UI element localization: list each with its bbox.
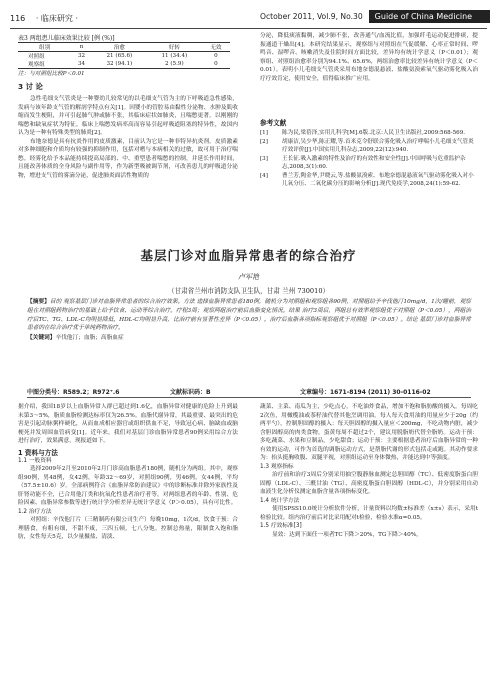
clc-number: 中图分类号：R589.2；R972⁺.6 <box>27 389 120 396</box>
table-cell: 对照组 <box>28 54 45 60</box>
results-table <box>18 42 230 69</box>
abstract <box>27 298 471 343</box>
subsection-heading: 1.4 统计学方法 <box>260 497 300 504</box>
running-header-left <box>10 13 78 24</box>
paragraph: 使用SPSS10.0统计分析软件分析，计量资料以均数±标准差（x±s）表示，采用t检验比较。组内治疗前后对比采用配对t检验，检验水准α=0.05。 <box>260 506 478 521</box>
subsection-heading: 1.1 一般资料 <box>18 457 52 464</box>
reference-number: [2] <box>260 138 268 145</box>
table-header-cell: 治愈 <box>92 43 147 52</box>
section-heading: 1 资料与方法 <box>18 448 58 457</box>
body-left-column <box>18 403 238 542</box>
reference-item <box>260 129 478 138</box>
issue-info: October 2011, Vol.9, No.30 <box>260 12 363 21</box>
paragraph: 布地奈德是具有抗炎作用的皮质激素，目前认为它是一种非特异抗炎剂。皮质激素对多种细胞和介质均有较强的抑制作用，包括对嗜与本病相关的过敏，故可用于治疗喘憋。经雾化给予本品能持续提高局部的、中、重型患者喘憋的控制，并延长作用时间，且能改善体质的全身风险与副作用等，作为新型吸被调节剂，可改善患儿的呼吸道分泌物，增进支气管的雾滴分泌，促进肺炎面活性物质的 <box>18 138 238 179</box>
table-header-row <box>18 43 230 52</box>
paragraph: 显效：达到下面任一项者TC下降＞20%，TG下降＞40%， <box>272 531 422 538</box>
table-header-cell: 组别 <box>18 43 71 52</box>
abstract-text: 目的 观察基层门诊对血脂异常患者的综合治疗效果。方法 选择血脂异常患者180例，随机分为对照组和观察组各90例，对照组给予辛伐他汀10mg/d，1次/睡前，观察组在对照组药物治疗的基础上给予饮食、运动等综合治疗。疗程3周；观察两组治疗前后血脂变化情况。结果 治疗3周后，两组总有效率观察组优于对照组（P＜0.05），两组治疗后TC、TG、LDL-C均明显降低，HDL-C均明显升高，比治疗前有显著性差异（P＜0.05）。治疗后血脂各项指标观察组优于对照组（P＜0.05）。结论 基层门诊对血脂异常患者的在综合治疗优于单纯药物治疗。 <box>27 299 471 332</box>
page-number: 116 <box>10 14 26 23</box>
reference-item <box>260 138 478 155</box>
reference-list <box>260 129 478 189</box>
author-name: 卢军艳 <box>238 273 259 281</box>
article-title: 基层门诊对血脂异常患者的综合治疗 <box>140 248 357 263</box>
reference-text: 陈为民,梁蓓泽,实用儿科学[M].6版.北京:人民卫生出版社,2009:568-569. <box>282 130 466 136</box>
paragraph: 据介绍，我国18岁以上血脂异常人群已超过到1.6亿，血脂异常对健康的危险上升到最末第3～5%，脂质血脂检测达标率仅为26.5%。血脂代谢异常，其最重要、最突出的危害是引起动脉粥样硬化，从而血成相应器官或组织供血不足，导致冠心病、脑缺血或脑梗死并发周围血管病变[1]。近年来，我们对基层门诊血脂异常患者90例采用综合方法进行治疗，效果满意，现报道如下。 <box>18 404 238 444</box>
subsection-heading: 1.3 观察指标 <box>260 463 294 470</box>
table-cell: 34 <box>71 60 92 69</box>
table-caption: 表3 两组患儿临床效果比较 [例 (%)] <box>18 35 115 42</box>
paragraph: 蔬菜、主菜、南瓜为主，少吃点心，不吃油炸食品，增加不饱和脂肪酸的摄入。每周吃2次鱼，用橄榄油或茶籽油代替其他烹调用油。每人每天食用油的用量应少于20g（约两平勺），控制胆固醇的摄入：每天胆固醇的摄入量应＜200mg，不吃动物内脏，减少含胆固醇高的肉类食物，蛋黄每周不超过2个，建议用脱脂奶代替全脂奶。运动干预：多吃蔬菜、水果和豆制品，少吃甜食；运动干预：主要根据患者治疗后血脂异常的一种有效的运动，可作为首选的调脂运动方式，是帮脂代谢的形式包括走或跑。其动作要求为：抬头挺胸收腹、双腿平视，对照组运动至身体微热，并能达到中等强度。 <box>260 404 478 461</box>
article-number: 文章编号：1671-8194 (2011) 30-0116-02 <box>300 389 431 396</box>
table-cell: 11 (34.4) <box>161 53 188 59</box>
keywords: 辛伐他汀；血脂；高脂血症 <box>55 335 124 342</box>
discussion-section <box>18 82 238 180</box>
table-header-cell: n <box>71 43 92 52</box>
paragraph: 分泌，降低痰液黏稠，减少肺不张，改善通气/血流比值，加强纤毛运动促进排痰，提振通道干燥出[4]。本研究结果显示，观察组与对照组在气促缓解、心率正常时间、啰鸣音、湿啰音、咳嗽消失及住院时间方面比较，差异均有统计学意义（P＜0.01）；观察组、对照组治愈率分别为94.1%、65.6%，两组治愈率比较差异有统计学意义（P＜0.01）。表明小儿毛细支气管炎采用布地奈德混悬液、盐酸氨溴索氧气驱动雾化吸入治疗疗效肯定，使用安全，值得临床推广应用。 <box>260 33 478 82</box>
running-header-right <box>260 8 490 25</box>
reference-number: [1] <box>260 130 268 136</box>
author-affiliation: （甘肃省兰州市消防支队卫生队，甘肃 兰州 730010） <box>167 287 330 295</box>
subsection-heading: 1.5 疗效标准[3] <box>260 523 302 529</box>
table-cell: 0 <box>214 53 218 59</box>
table-cell: 观察组 <box>18 60 71 69</box>
paragraph: 急性毛细支气管炎是一种婴幼儿较常见的以毛细支气管为主的下呼吸道急性感染，发病与该年龄支气管的解剖学特点有关[1]。因婴小的管腔易由黏性分泌物、水肿及肌收缩而发生梗阻，并可引起肺气肿或肺不张，其临床症状如肺炎，且喘憋更著，以刚刚的喘憋和缺氧症状为特征。临床上喘憋发病率高而容易引起呼吸道阻塞的特异性，故国内认为是一种有特殊类型的肺炎[2]。 <box>18 96 238 136</box>
header-rule <box>10 28 487 29</box>
reference-text: 曹兰芳,陶金华,尹晓云,等.盐酸氨溴索、布地奈德混悬液氧气驱动雾化吸入对小儿氧分压、二氧化碳分压的影响分析[J].现代免疫学,2008,24(1):59-62. <box>282 172 474 187</box>
section-heading: 3 讨 论 <box>18 82 43 91</box>
reference-text: 胡康洁,吴少华,陈正耀,等.首米克令舒联合雾化吸入治疗哮喘小儿毛细支气管炎疗效评价[J].中国实用儿科杂志,2009,22(12):940. <box>282 138 474 153</box>
table-cell: 32 <box>78 53 86 59</box>
document-code: 文献标识码：B <box>170 389 211 396</box>
body-right-column <box>260 403 478 539</box>
column-label: · 临床研究 · <box>35 14 78 23</box>
journal-name: Guide of China Medicine <box>369 10 490 23</box>
paragraph: 对照组：辛伐他汀片（三精制药有限公司生产）每晚10mg，1次/d，饮食干预：合理膳食，有粗有细，不甜不咸，三四五顿，七八分饱。控制总热量，限制食入饱和脂肪，女性每天5克，以少量摄盐、清淡、 <box>18 517 238 540</box>
table-header-cell: 好转 <box>147 43 202 52</box>
table-cell: 2 (5.9) <box>147 60 202 69</box>
references-heading: 参考文献 <box>260 119 287 127</box>
reference-number: [3] <box>260 155 268 162</box>
reference-item <box>260 155 478 172</box>
table-cell: 32 (94.1) <box>92 60 147 69</box>
table-cell: 21 (65.6) <box>106 53 133 59</box>
table-note: 注：与对照组比较P＜0.01 <box>18 71 85 77</box>
reference-item <box>260 172 478 189</box>
divider <box>27 397 471 398</box>
reference-number: [4] <box>260 172 268 179</box>
table-cell: 0 <box>202 60 230 69</box>
abstract-label: 【摘要】 <box>27 299 50 305</box>
keywords-label: 【关键词】 <box>27 335 56 342</box>
table-row <box>18 52 230 61</box>
paragraph: 治疗前和治疗3周后分别采用抽空腹静脉血测定总胆固醇（TC）、低密度脂蛋白胆固醇（LDL-C）、三酰甘油（TG）、高密度脂蛋白胆固醇（HDL-C），并分别采用自动血液生化分析仪测定血脂含量各项指标变化。 <box>260 472 478 495</box>
paragraph: 选择2009年2月至2010年2月门诊高血脂患者180例，随机分为两组。其中，观察组90例，男48例，女42例，年龄32～69岁，对照组90例，男46例，女44例，平均（57.5±10.6）岁。全部病例符合《血脂异常防治建议》中的诊断标准并除外家族性及肝肾功能不全，已合用他汀类和抗氧化性患者治疗者等，对两组患者的年龄、性别、危险因素、血脂异常参数等进行统计学分析差异无统计学意义（P＞0.05），具有可比性。 <box>18 466 238 506</box>
keywords-line <box>27 334 471 343</box>
subsection-heading: 1.2 治疗方法 <box>18 508 52 515</box>
table-header-cell: 无效 <box>202 43 230 52</box>
reference-text: 王长征.吸入激素的特性及治疗的有效性和安全性[J].中国呼吸与危重监护杂志,2008,3(1):60. <box>282 155 466 170</box>
table-row <box>18 60 230 69</box>
